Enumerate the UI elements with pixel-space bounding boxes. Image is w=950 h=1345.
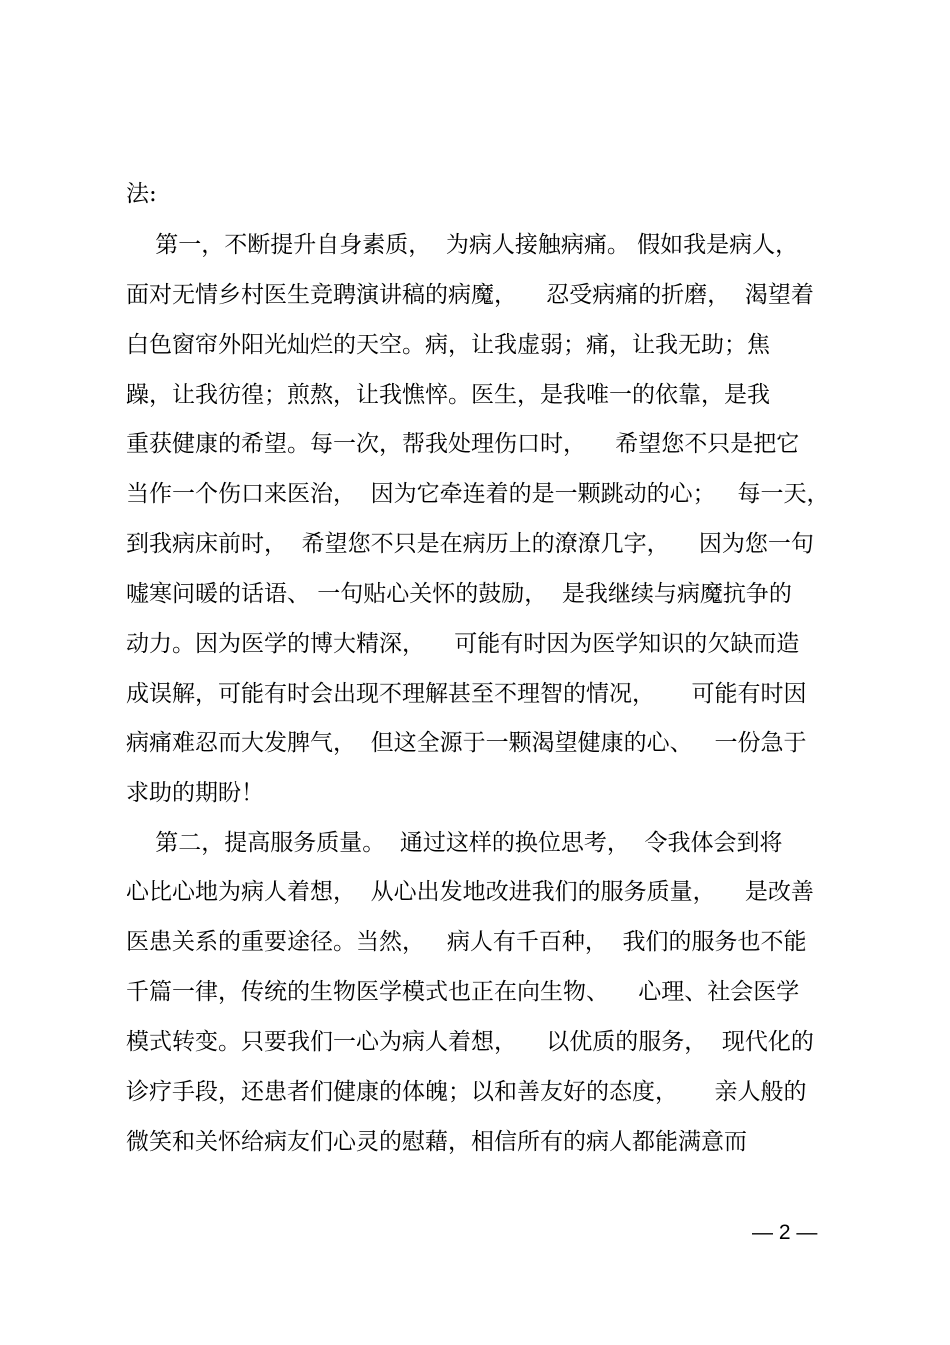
text-line: 成误解，可能有时会出现不理解甚至不理智的情况， 可能有时因 [126, 681, 807, 707]
text-line: 法: [126, 181, 157, 207]
text-line: 第二，提高服务质量。 通过这样的换位思考， 令我体会到将 [126, 830, 783, 856]
text-line: 当作一个伤口来医治， 因为它牵连着的是一颗跳动的心； 每一天， [126, 481, 830, 507]
text-line: 面对无情乡村医生竞聘演讲稿的病魔， 忍受病痛的折磨， 渴望着 [126, 282, 814, 308]
text-line: 微笑和关怀给病友们心灵的慰藉，相信所有的病人都能满意而 [126, 1129, 747, 1155]
text-line: 千篇一律，传统的生物医学模式也正在向生物、 心理、社会医学 [126, 979, 800, 1005]
text-line: 躁，让我彷徨；煎熬，让我憔悴。医生，是我唯一的依靠，是我 [126, 382, 770, 408]
text-line: 到我病床前时， 希望您不只是在病历上的潦潦几字， 因为您一句 [126, 531, 814, 557]
text-line: 医患关系的重要途径。当然， 病人有千百种， 我们的服务也不能 [126, 929, 807, 955]
text-line: 病痛难忍而大发脾气， 但这全源于一颗渴望健康的心、 一份急于 [126, 730, 807, 756]
text-line: 诊疗手段，还患者们健康的体魄；以和善友好的态度， 亲人般的 [126, 1079, 807, 1105]
text-line: 白色窗帘外阳光灿烂的天空。病，让我虚弱；痛，让我无助；焦 [126, 332, 770, 358]
text-line: 心比心地为病人着想， 从心出发地改进我们的服务质量， 是改善 [126, 879, 814, 905]
page-number: — 2 — [752, 1221, 818, 1244]
text-line: 模式转变。只要我们一心为病人着想， 以优质的服务， 现代化的 [126, 1029, 814, 1055]
text-line: 嘘寒问暖的话语、 一句贴心关怀的鼓励， 是我继续与病魔抗争的 [126, 581, 792, 607]
text-line: 动力。因为医学的博大精深， 可能有时因为医学知识的欠缺而造 [126, 631, 800, 657]
text-line: 重获健康的希望。每一次，帮我处理伤口时， 希望您不只是把它 [126, 431, 800, 457]
text-line: 第一，不断提升自身素质， 为病人接触病痛。 假如我是病人， [126, 232, 799, 258]
text-line: 求助的期盼！ [126, 780, 264, 806]
